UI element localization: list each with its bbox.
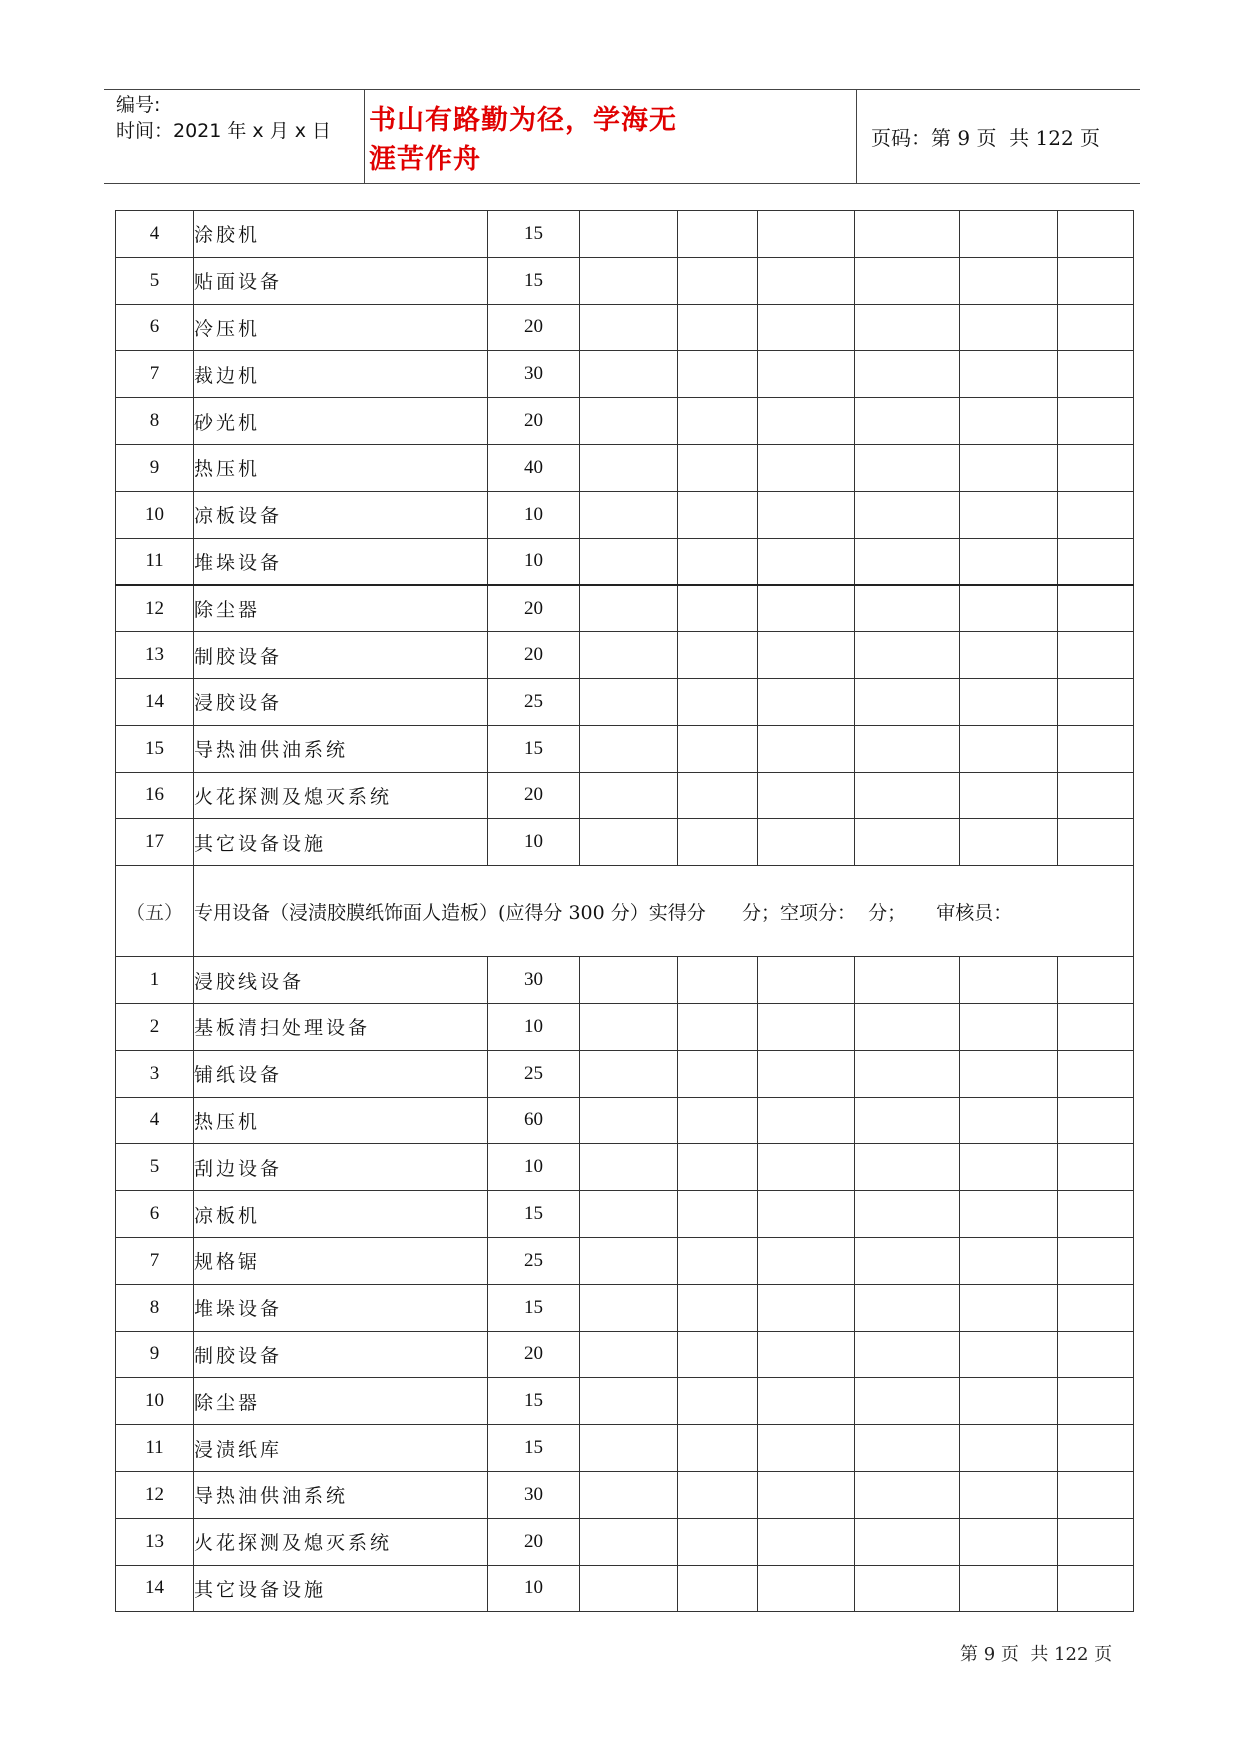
standard-score: 25 — [488, 1050, 580, 1097]
empty-score-cell — [960, 1518, 1058, 1565]
empty-score-cell — [960, 1331, 1058, 1378]
empty-score-cell — [580, 1425, 678, 1472]
header-page-number: 页码：第 9 页 共 122 页 — [871, 126, 1101, 150]
table-row — [116, 1565, 1134, 1612]
empty-score-cell — [678, 772, 758, 819]
empty-score-cell — [580, 538, 678, 585]
empty-score-cell — [1058, 1284, 1134, 1331]
row-number: 4 — [116, 211, 194, 258]
empty-score-cell — [678, 1518, 758, 1565]
empty-score-cell — [855, 491, 960, 538]
equipment-name: 制胶设备 — [194, 1331, 488, 1378]
empty-score-cell — [960, 444, 1058, 491]
empty-score-cell — [758, 1518, 855, 1565]
table-row — [116, 772, 1134, 819]
empty-score-cell — [678, 1331, 758, 1378]
row-number: 14 — [116, 1565, 194, 1612]
row-number: 10 — [116, 491, 194, 538]
table-row — [116, 1097, 1134, 1144]
empty-score-cell — [855, 1471, 960, 1518]
row-number: 9 — [116, 444, 194, 491]
table-row — [116, 444, 1134, 491]
empty-score-cell — [960, 211, 1058, 258]
empty-score-cell — [855, 1097, 960, 1144]
empty-score-cell — [1058, 957, 1134, 1004]
empty-score-cell — [580, 1565, 678, 1612]
empty-score-cell — [678, 585, 758, 632]
empty-score-cell — [758, 257, 855, 304]
empty-score-cell — [678, 957, 758, 1004]
empty-score-cell — [758, 1003, 855, 1050]
empty-score-cell — [960, 1097, 1058, 1144]
table-row — [116, 1284, 1134, 1331]
empty-score-cell — [855, 1425, 960, 1472]
standard-score: 20 — [488, 304, 580, 351]
table-row — [116, 585, 1134, 632]
standard-score: 10 — [488, 491, 580, 538]
empty-score-cell — [758, 632, 855, 679]
empty-score-cell — [960, 351, 1058, 398]
equipment-name: 其它设备设施 — [194, 819, 488, 866]
equipment-name: 导热油供油系统 — [194, 725, 488, 772]
header-divider — [364, 90, 365, 183]
table-row — [116, 211, 1134, 258]
empty-score-cell — [678, 351, 758, 398]
empty-score-cell — [1058, 585, 1134, 632]
standard-score: 30 — [488, 351, 580, 398]
standard-score: 15 — [488, 1191, 580, 1238]
empty-score-cell — [678, 257, 758, 304]
standard-score: 10 — [488, 1003, 580, 1050]
table-row — [116, 819, 1134, 866]
empty-score-cell — [960, 538, 1058, 585]
empty-score-cell — [1058, 304, 1134, 351]
empty-score-cell — [678, 444, 758, 491]
empty-score-cell — [855, 725, 960, 772]
empty-score-cell — [758, 819, 855, 866]
empty-score-cell — [678, 1144, 758, 1191]
equipment-name: 导热油供油系统 — [194, 1471, 488, 1518]
row-number: 11 — [116, 1425, 194, 1472]
standard-score: 25 — [488, 1237, 580, 1284]
table-row — [116, 1471, 1134, 1518]
table-row — [116, 678, 1134, 725]
standard-score: 10 — [488, 819, 580, 866]
equipment-name: 火花探测及熄灭系统 — [194, 1518, 488, 1565]
empty-score-cell — [855, 1003, 960, 1050]
empty-score-cell — [580, 678, 678, 725]
empty-score-cell — [960, 1237, 1058, 1284]
standard-score: 20 — [488, 398, 580, 445]
document-number-label: 编号: — [116, 94, 161, 116]
row-number: 5 — [116, 257, 194, 304]
standard-score: 15 — [488, 1378, 580, 1425]
empty-score-cell — [678, 725, 758, 772]
empty-score-cell — [580, 257, 678, 304]
empty-score-cell — [855, 304, 960, 351]
table-row — [116, 398, 1134, 445]
page-header — [104, 89, 1140, 184]
table-row — [116, 1003, 1134, 1050]
row-number: 17 — [116, 819, 194, 866]
empty-score-cell — [855, 444, 960, 491]
equipment-score-table — [115, 210, 1134, 1612]
empty-score-cell — [678, 1050, 758, 1097]
standard-score: 20 — [488, 1331, 580, 1378]
empty-score-cell — [678, 304, 758, 351]
empty-score-cell — [580, 1471, 678, 1518]
empty-score-cell — [1058, 819, 1134, 866]
row-number: 12 — [116, 1471, 194, 1518]
empty-score-cell — [855, 398, 960, 445]
empty-score-cell — [960, 585, 1058, 632]
empty-score-cell — [580, 351, 678, 398]
equipment-name: 裁边机 — [194, 351, 488, 398]
empty-score-cell — [855, 1284, 960, 1331]
empty-score-cell — [758, 1191, 855, 1238]
empty-score-cell — [758, 1378, 855, 1425]
empty-score-cell — [678, 1191, 758, 1238]
empty-score-cell — [758, 725, 855, 772]
section-number: （五） — [116, 866, 194, 957]
row-number: 7 — [116, 1237, 194, 1284]
empty-score-cell — [855, 1237, 960, 1284]
equipment-name: 贴面设备 — [194, 257, 488, 304]
empty-score-cell — [1058, 444, 1134, 491]
table-row — [116, 1237, 1134, 1284]
empty-score-cell — [855, 1378, 960, 1425]
equipment-name: 除尘器 — [194, 1378, 488, 1425]
table-row — [116, 1191, 1134, 1238]
empty-score-cell — [580, 1284, 678, 1331]
empty-score-cell — [758, 1284, 855, 1331]
row-number: 8 — [116, 1284, 194, 1331]
empty-score-cell — [758, 1425, 855, 1472]
row-number: 16 — [116, 772, 194, 819]
table-row — [116, 538, 1134, 585]
empty-score-cell — [960, 1425, 1058, 1472]
empty-score-cell — [1058, 351, 1134, 398]
equipment-name: 冷压机 — [194, 304, 488, 351]
empty-score-cell — [960, 491, 1058, 538]
standard-score: 20 — [488, 1518, 580, 1565]
equipment-name: 热压机 — [194, 444, 488, 491]
empty-score-cell — [758, 538, 855, 585]
empty-score-cell — [960, 725, 1058, 772]
empty-score-cell — [758, 1237, 855, 1284]
empty-score-cell — [758, 1097, 855, 1144]
empty-score-cell — [1058, 1331, 1134, 1378]
standard-score: 10 — [488, 538, 580, 585]
empty-score-cell — [855, 957, 960, 1004]
empty-score-cell — [855, 1191, 960, 1238]
table-row — [116, 957, 1134, 1004]
empty-score-cell — [960, 1050, 1058, 1097]
empty-score-cell — [580, 304, 678, 351]
empty-score-cell — [1058, 398, 1134, 445]
standard-score: 20 — [488, 772, 580, 819]
empty-score-cell — [855, 1050, 960, 1097]
row-number: 6 — [116, 1191, 194, 1238]
empty-score-cell — [678, 1425, 758, 1472]
row-number: 9 — [116, 1331, 194, 1378]
empty-score-cell — [960, 257, 1058, 304]
section-row — [116, 866, 1134, 957]
empty-score-cell — [758, 772, 855, 819]
empty-score-cell — [960, 1471, 1058, 1518]
row-number: 10 — [116, 1378, 194, 1425]
header-divider — [856, 90, 857, 183]
empty-score-cell — [758, 1565, 855, 1612]
empty-score-cell — [1058, 1097, 1134, 1144]
empty-score-cell — [855, 1144, 960, 1191]
equipment-name: 涂胶机 — [194, 211, 488, 258]
empty-score-cell — [758, 678, 855, 725]
equipment-name: 浸渍纸库 — [194, 1425, 488, 1472]
empty-score-cell — [758, 1471, 855, 1518]
standard-score: 15 — [488, 211, 580, 258]
empty-score-cell — [758, 491, 855, 538]
empty-score-cell — [678, 1003, 758, 1050]
empty-score-cell — [960, 1144, 1058, 1191]
empty-score-cell — [580, 211, 678, 258]
empty-score-cell — [855, 538, 960, 585]
equipment-name: 铺纸设备 — [194, 1050, 488, 1097]
empty-score-cell — [678, 538, 758, 585]
empty-score-cell — [960, 1284, 1058, 1331]
row-number: 13 — [116, 632, 194, 679]
equipment-name: 凉板机 — [194, 1191, 488, 1238]
empty-score-cell — [758, 444, 855, 491]
row-number: 5 — [116, 1144, 194, 1191]
empty-score-cell — [678, 678, 758, 725]
empty-score-cell — [855, 819, 960, 866]
row-number: 7 — [116, 351, 194, 398]
empty-score-cell — [678, 491, 758, 538]
standard-score: 25 — [488, 678, 580, 725]
empty-score-cell — [960, 1565, 1058, 1612]
equipment-name: 制胶设备 — [194, 632, 488, 679]
empty-score-cell — [758, 585, 855, 632]
empty-score-cell — [855, 632, 960, 679]
empty-score-cell — [960, 1191, 1058, 1238]
table-row — [116, 1518, 1134, 1565]
empty-score-cell — [678, 1237, 758, 1284]
equipment-name: 火花探测及熄灭系统 — [194, 772, 488, 819]
empty-score-cell — [580, 957, 678, 1004]
table-row — [116, 1144, 1134, 1191]
row-number: 6 — [116, 304, 194, 351]
empty-score-cell — [960, 1003, 1058, 1050]
empty-score-cell — [855, 1331, 960, 1378]
equipment-name: 除尘器 — [194, 585, 488, 632]
equipment-name: 堆垛设备 — [194, 538, 488, 585]
table-row — [116, 725, 1134, 772]
standard-score: 15 — [488, 1425, 580, 1472]
document-time-label: 时间：2021 年 x 月 x 日 — [116, 120, 332, 142]
empty-score-cell — [960, 678, 1058, 725]
empty-score-cell — [758, 351, 855, 398]
empty-score-cell — [678, 632, 758, 679]
empty-score-cell — [678, 1471, 758, 1518]
empty-score-cell — [580, 1003, 678, 1050]
empty-score-cell — [758, 957, 855, 1004]
empty-score-cell — [1058, 1518, 1134, 1565]
empty-score-cell — [580, 632, 678, 679]
empty-score-cell — [1058, 725, 1134, 772]
table-row — [116, 351, 1134, 398]
standard-score: 15 — [488, 257, 580, 304]
standard-score: 60 — [488, 1097, 580, 1144]
standard-score: 30 — [488, 1471, 580, 1518]
empty-score-cell — [1058, 1003, 1134, 1050]
equipment-name: 砂光机 — [194, 398, 488, 445]
empty-score-cell — [758, 1144, 855, 1191]
empty-score-cell — [855, 585, 960, 632]
empty-score-cell — [1058, 678, 1134, 725]
empty-score-cell — [678, 398, 758, 445]
row-number: 15 — [116, 725, 194, 772]
empty-score-cell — [855, 211, 960, 258]
standard-score: 20 — [488, 632, 580, 679]
empty-score-cell — [1058, 1191, 1134, 1238]
empty-score-cell — [580, 398, 678, 445]
equipment-name: 基板清扫处理设备 — [194, 1003, 488, 1050]
empty-score-cell — [855, 351, 960, 398]
equipment-name: 热压机 — [194, 1097, 488, 1144]
row-number: 3 — [116, 1050, 194, 1097]
table-row — [116, 1331, 1134, 1378]
empty-score-cell — [855, 678, 960, 725]
empty-score-cell — [1058, 211, 1134, 258]
empty-score-cell — [580, 1378, 678, 1425]
empty-score-cell — [1058, 1050, 1134, 1097]
equipment-name: 浸胶设备 — [194, 678, 488, 725]
standard-score: 15 — [488, 1284, 580, 1331]
empty-score-cell — [678, 211, 758, 258]
empty-score-cell — [960, 772, 1058, 819]
empty-score-cell — [1058, 1425, 1134, 1472]
standard-score: 10 — [488, 1565, 580, 1612]
page-footer: 第 9 页 共 122 页 — [960, 1644, 1113, 1665]
empty-score-cell — [580, 772, 678, 819]
empty-score-cell — [580, 1097, 678, 1144]
row-number: 13 — [116, 1518, 194, 1565]
row-number: 14 — [116, 678, 194, 725]
row-number: 4 — [116, 1097, 194, 1144]
empty-score-cell — [855, 1565, 960, 1612]
empty-score-cell — [678, 1565, 758, 1612]
empty-score-cell — [855, 257, 960, 304]
row-number: 8 — [116, 398, 194, 445]
row-number: 12 — [116, 585, 194, 632]
row-number: 2 — [116, 1003, 194, 1050]
empty-score-cell — [855, 772, 960, 819]
empty-score-cell — [1058, 1144, 1134, 1191]
empty-score-cell — [758, 398, 855, 445]
empty-score-cell — [960, 398, 1058, 445]
standard-score: 20 — [488, 585, 580, 632]
empty-score-cell — [580, 1144, 678, 1191]
empty-score-cell — [580, 1331, 678, 1378]
empty-score-cell — [580, 444, 678, 491]
empty-score-cell — [678, 1097, 758, 1144]
equipment-name: 刮边设备 — [194, 1144, 488, 1191]
empty-score-cell — [960, 632, 1058, 679]
header-meta — [116, 92, 366, 144]
table-row — [116, 304, 1134, 351]
empty-score-cell — [678, 1378, 758, 1425]
empty-score-cell — [678, 819, 758, 866]
empty-score-cell — [580, 725, 678, 772]
table-row — [116, 1050, 1134, 1097]
standard-score: 40 — [488, 444, 580, 491]
empty-score-cell — [580, 1050, 678, 1097]
empty-score-cell — [1058, 1565, 1134, 1612]
empty-score-cell — [678, 1284, 758, 1331]
empty-score-cell — [855, 1518, 960, 1565]
table-row — [116, 491, 1134, 538]
empty-score-cell — [758, 1050, 855, 1097]
empty-score-cell — [1058, 632, 1134, 679]
equipment-name: 浸胶线设备 — [194, 957, 488, 1004]
empty-score-cell — [1058, 1237, 1134, 1284]
empty-score-cell — [960, 1378, 1058, 1425]
empty-score-cell — [1058, 1378, 1134, 1425]
empty-score-cell — [960, 957, 1058, 1004]
standard-score: 10 — [488, 1144, 580, 1191]
empty-score-cell — [580, 1518, 678, 1565]
empty-score-cell — [1058, 538, 1134, 585]
section-title: 专用设备（浸渍胶膜纸饰面人造板）(应得分 300 分）实得分 分；空项分： 分； 审核员： — [194, 866, 1134, 957]
empty-score-cell — [960, 304, 1058, 351]
table-row — [116, 632, 1134, 679]
empty-score-cell — [1058, 1471, 1134, 1518]
empty-score-cell — [758, 304, 855, 351]
empty-score-cell — [758, 1331, 855, 1378]
empty-score-cell — [580, 819, 678, 866]
equipment-name: 规格锯 — [194, 1237, 488, 1284]
empty-score-cell — [580, 1237, 678, 1284]
empty-score-cell — [580, 1191, 678, 1238]
equipment-name: 其它设备设施 — [194, 1565, 488, 1612]
empty-score-cell — [580, 585, 678, 632]
equipment-name: 堆垛设备 — [194, 1284, 488, 1331]
empty-score-cell — [1058, 257, 1134, 304]
table-row — [116, 257, 1134, 304]
equipment-name: 凉板设备 — [194, 491, 488, 538]
table-row — [116, 1378, 1134, 1425]
empty-score-cell — [758, 211, 855, 258]
empty-score-cell — [1058, 772, 1134, 819]
row-number: 11 — [116, 538, 194, 585]
header-motto: 书山有路勤为径，学海无涯苦作舟 — [369, 104, 677, 175]
table-row — [116, 1425, 1134, 1472]
empty-score-cell — [580, 491, 678, 538]
empty-score-cell — [1058, 491, 1134, 538]
row-number: 1 — [116, 957, 194, 1004]
standard-score: 15 — [488, 725, 580, 772]
standard-score: 30 — [488, 957, 580, 1004]
empty-score-cell — [960, 819, 1058, 866]
